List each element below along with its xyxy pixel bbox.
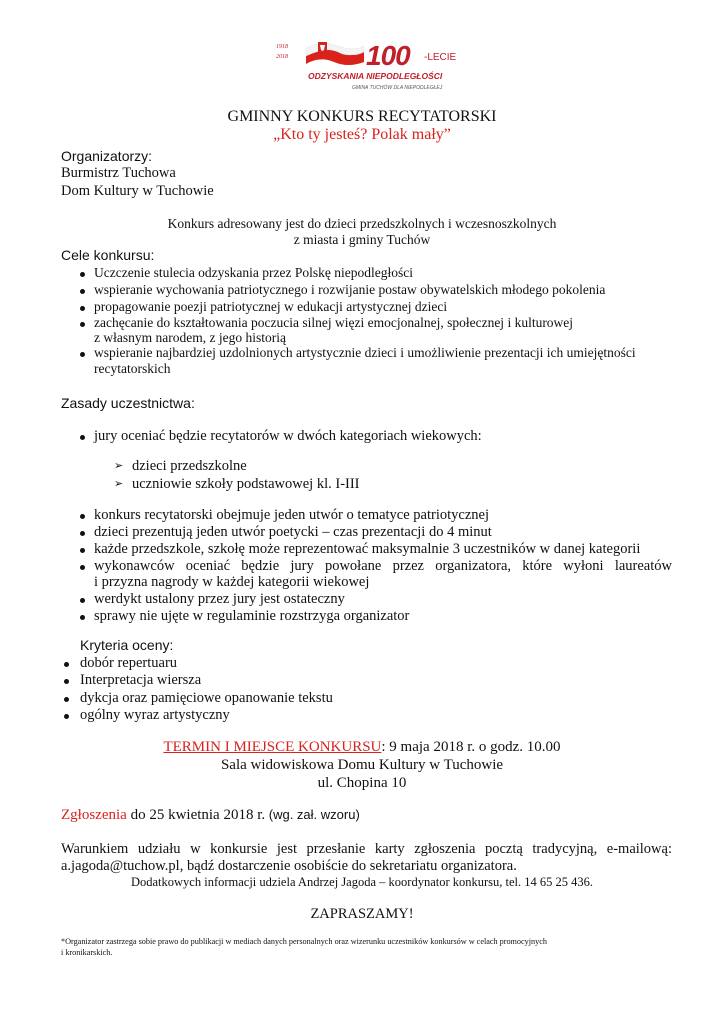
logo-year-bottom: 2018 [276, 54, 288, 60]
bullet-icon [80, 598, 85, 603]
organizer-item: Dom Kultury w Tuchowie [61, 183, 214, 199]
arrow-bullet-icon: ➢ [114, 460, 124, 472]
criteria-item: Interpretacja wiersza [80, 672, 202, 688]
addressed-line: Konkurs adresowany jest do dzieci przedszkolnych i wczesnoszkolnych [167, 216, 557, 231]
bullet-icon [80, 272, 85, 277]
category-item: uczniowie szkoły podstawowej kl. I-III [132, 476, 360, 492]
logo-line2: GMINA TUCHÓW DLA NIEPODLEGŁEJ [352, 85, 443, 91]
rules-heading: Zasady uczestnictwa: [61, 395, 195, 411]
conditions-info: Dodatkowych informacji udziela Andrzej Jagoda – koordynator konkursu, tel. 14 65 25 436. [130, 875, 594, 889]
venue-date: : 9 maja 2018 r. o godz. 10.00 [381, 739, 561, 755]
bullet-icon [80, 306, 85, 311]
goal-item: zachęcanie do kształtowania poczucia silnej więzi emocjonalnej, społecznej i kulturowej [94, 315, 574, 330]
goal-item: wspieranie wychowania patriotycznego i rozwijanie postaw obywatelskich młodego pokolenia [94, 282, 606, 297]
criteria-item: dykcja oraz pamięciowe opanowanie tekstu [80, 690, 333, 706]
flag-icon [304, 42, 364, 72]
bullet-icon [80, 352, 85, 357]
bullet-icon [80, 548, 85, 553]
rule-item: werdykt ustalony przez jury jest ostateczny [94, 591, 345, 607]
venue-label: TERMIN I MIEJSCE KONKURSU [163, 739, 382, 755]
goal-item: propagowanie poezji patriotycznej w edukacji artystycznej dzieci [94, 299, 448, 314]
bullet-icon [80, 514, 85, 519]
venue-street: ul. Chopina 10 [317, 775, 407, 791]
criteria-item: ogólny wyraz artystyczny [80, 707, 230, 723]
organizer-item: Burmistrz Tuchowa [61, 165, 176, 181]
bullet-icon [64, 697, 69, 702]
venue-place: Sala widowiskowa Domu Kultury w Tuchowie [220, 757, 504, 773]
arrow-bullet-icon: ➢ [114, 478, 124, 490]
rule-item: wykonawców oceniać będzie jury powołane przez organizatora, które wyłoni laureatów [94, 558, 672, 574]
rule-item: sprawy nie ujęte w regulaminie rozstrzyga organizator [94, 608, 410, 624]
category-item: dzieci przedszkolne [132, 458, 247, 474]
rule-item: dzieci prezentują jeden utwór poetycki – czas prezentacji do 4 minut [94, 524, 492, 540]
rule-item: każde przedszkole, szkołę może reprezentować maksymalnie 3 uczestników w danej kategorii [94, 541, 641, 557]
criteria-heading: Kryteria oceny: [80, 637, 174, 653]
logo-year-top: 1918 [276, 44, 288, 50]
invite-text: ZAPRASZAMY! [310, 906, 414, 922]
bullet-icon [80, 435, 85, 440]
logo-lecie: -LECIE [424, 52, 457, 63]
rule-item: konkurs recytatorski obejmuje jeden utwór o tematyce patriotycznej [94, 507, 489, 523]
bullet-icon [80, 322, 85, 327]
bullet-icon [64, 662, 69, 667]
page-subtitle: „Kto ty jesteś? Polak mały” [273, 126, 451, 143]
bullet-icon [80, 565, 85, 570]
conditions-line: Warunkiem udziału w konkursie jest przesłanie karty zgłoszenia pocztą tradycyjną, e-mailową: [61, 841, 672, 857]
criteria-item: dobór repertuaru [80, 655, 178, 671]
goal-item-continued: z własnym narodem, z jego historią [94, 330, 286, 345]
applications-note: (wg. zał. wzoru) [265, 807, 360, 822]
page-title: GMINNY KONKURS RECYTATORSKI [227, 108, 497, 125]
rule-item-continued: i przyzna nagrody w każdej kategorii wiekowej [94, 574, 370, 590]
applications-line [61, 807, 360, 824]
applications-label: Zgłoszenia [61, 807, 127, 823]
goals-heading: Cele konkursu: [61, 247, 155, 263]
addressed-line: z miasta i gminy Tuchów [293, 232, 431, 247]
goal-item-continued: recytatorskich [94, 361, 171, 376]
footnote-line: *Organizator zastrzega sobie prawo do publikacji w mediach danych personalnych oraz wizerunku uczestników konkursów w celach promocyjnych [61, 937, 547, 946]
anniversary-logo [276, 40, 480, 98]
bullet-icon [64, 679, 69, 684]
bullet-icon [64, 714, 69, 719]
bullet-icon [80, 289, 85, 294]
logo-number: 100 [366, 40, 410, 71]
bullet-icon [80, 531, 85, 536]
logo-line1: ODZYSKANIA NIEPODLEGŁOŚCI [308, 71, 443, 81]
applications-deadline: do 25 kwietnia 2018 r. [126, 807, 266, 823]
goal-item: wspieranie najbardziej uzdolnionych artystycznie dzieci i umożliwienie prezentacji ich umiejętności [94, 345, 636, 360]
footnote-line: i kronikarskich. [61, 948, 113, 957]
bullet-icon [80, 615, 85, 620]
rules-intro: jury oceniać będzie recytatorów w dwóch kategoriach wiekowych: [94, 428, 482, 444]
conditions-email-line: a.jagoda@tuchow.pl, bądź dostarczenie osobiście do sekretariatu organizatora. [61, 858, 517, 874]
organizers-heading: Organizatorzy: [61, 148, 153, 164]
venue-line [0, 739, 724, 756]
goal-item: Uczczenie stulecia odzyskania przez Polskę niepodległości [94, 265, 413, 280]
